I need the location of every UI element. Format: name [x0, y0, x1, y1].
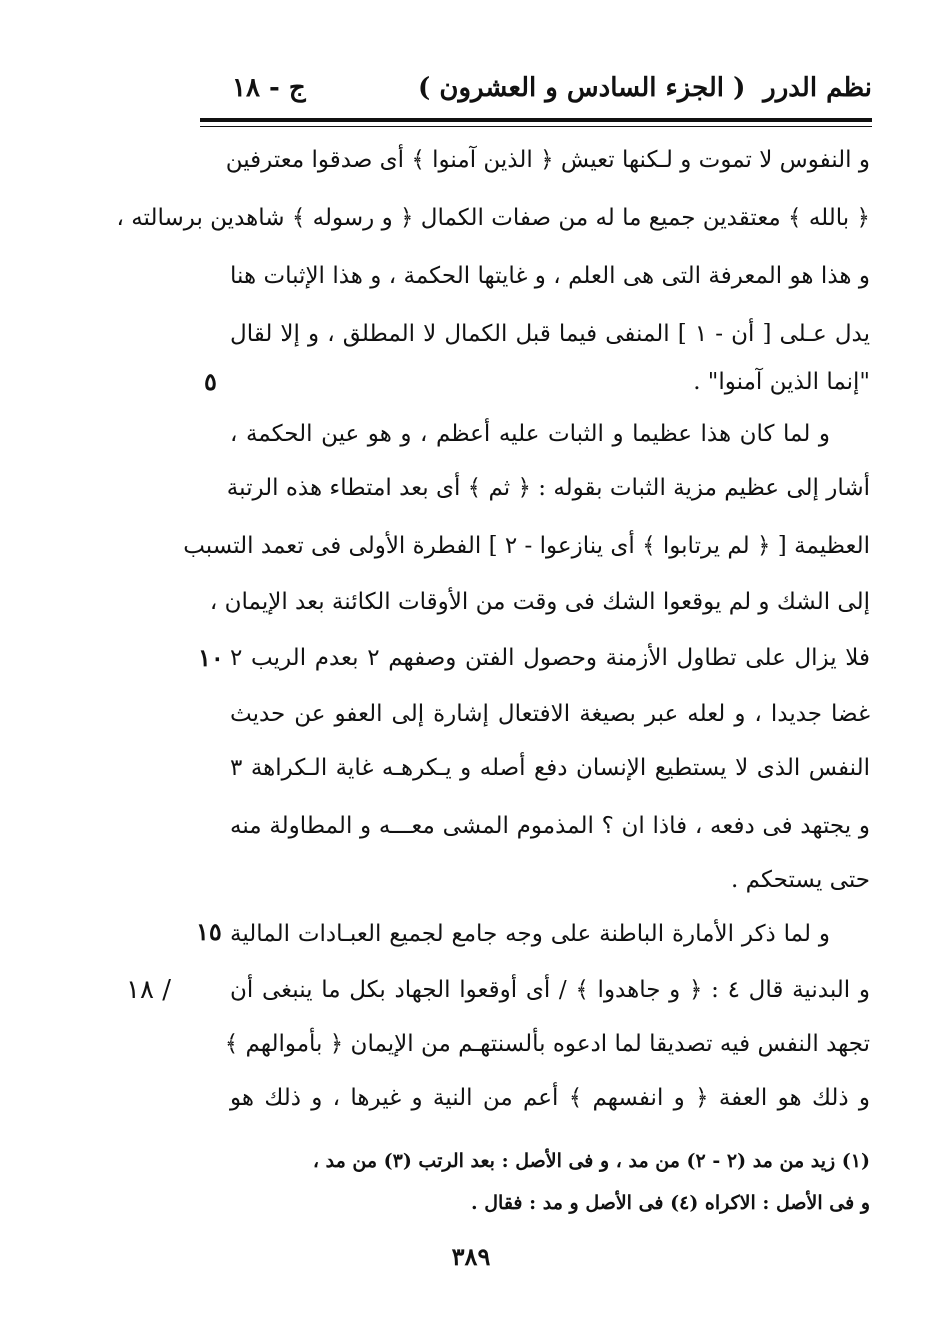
text-line: تجهد النفس فيه تصديقا لما ادعوه بألسنتهـم من الإيمان ﴿ بأموالهم ﴾	[224, 1031, 870, 1057]
text-line: فلا يزال على تطاول الأزمنة وحصول الفتن وصفهم ٢ بعدم الريب ٢	[230, 645, 870, 671]
text-line: و لما كان هذا عظيما و الثبات عليه أعظم ، و هو عين الحكمة ،	[230, 421, 830, 447]
line-number-10: ١٠	[198, 643, 224, 672]
text-line: يدل عـلى [ أن - ١ ] المنفى فيما قبل الكمال لا المطلق ، و إلا لقال	[230, 321, 870, 347]
footnote-line: و فى الأصل : الاكراه (٤) فى الأصل و مد : فقال .	[471, 1192, 870, 1214]
text-line: و ذلك هو العفة ﴿ و انفسهم ﴾ أعم من النية و غيرها ، و ذلك هو	[230, 1085, 870, 1111]
margin-folio-reference: ١٨ /	[126, 975, 171, 1005]
text-line: و النفوس لا تموت و لـكنها تعيش ﴿ الذين آمنوا ﴾ أى صدقوا معترفين	[225, 147, 870, 173]
line-number-5: ٥	[204, 367, 217, 396]
text-line: النفس الذى لا يستطيع الإنسان دفع أصله و يـكرهـه غاية الـكراهة ٣	[230, 755, 870, 781]
text-line: أشار إلى عظيم مزية الثبات بقوله : ﴿ ثم ﴾ أى بعد امتطاء هذه الرتبة	[226, 475, 870, 501]
text-line: حتى يستحكم .	[731, 867, 870, 893]
text-line: العظيمة [ ﴿ لم يرتابوا ﴾ أى ينازعوا - ٢ ] الفطرة الأولى فى تعمد التسبب	[183, 533, 870, 559]
text-line: ﴿ بالله ﴾ معتقدين جميع ما له من صفات الكمال ﴿ و رسوله ﴾ شاهدين برسالته ،	[116, 205, 870, 231]
text-line: و هذا هو المعرفة التى هى العلم ، و غايتها الحكمة ، و هذا الإثبات هنا	[230, 263, 870, 289]
line-number-15: ١٥	[196, 917, 222, 946]
text-line: و يجتهد فى دفعه ، فاذا ان ؟ المذموم المشى معـــه و المطاولة منه	[230, 813, 871, 839]
footnote-line: (١) زيد من مد (٢ - ٢) من مد ، و فى الأصل : بعد الرتب (٣) من مد ،	[312, 1150, 870, 1172]
running-head-part-title: ( الجزء السادس و العشرون )	[418, 73, 746, 103]
running-head-volume: ج - ١٨	[232, 73, 306, 103]
page-number: ٣٨٩	[451, 1242, 491, 1271]
text-line: إلى الشك و لم يوقعوا الشك فى وقت من الأوقات الكائنة بعد الإيمان ،	[209, 589, 870, 615]
header-rule-thin	[200, 126, 872, 127]
text-line: و لما ذكر الأمارة الباطنة على وجه جامع لجميع العبـادات المالية	[230, 921, 830, 947]
header-rule	[200, 118, 872, 122]
running-head-book-title: نظم الدرر	[763, 73, 872, 103]
text-line: "إنما الذين آمنوا" .	[693, 369, 870, 395]
text-line: و البدنية قال ٤ : ﴿ و جاهدوا ﴾ / أى أوقعوا الجهاد بكل ما ينبغى أن	[230, 977, 870, 1003]
text-line: غضا جديدا ، و لعله عبر بصيغة الافتعال إشارة إلى العفو عن حديث	[230, 701, 870, 727]
